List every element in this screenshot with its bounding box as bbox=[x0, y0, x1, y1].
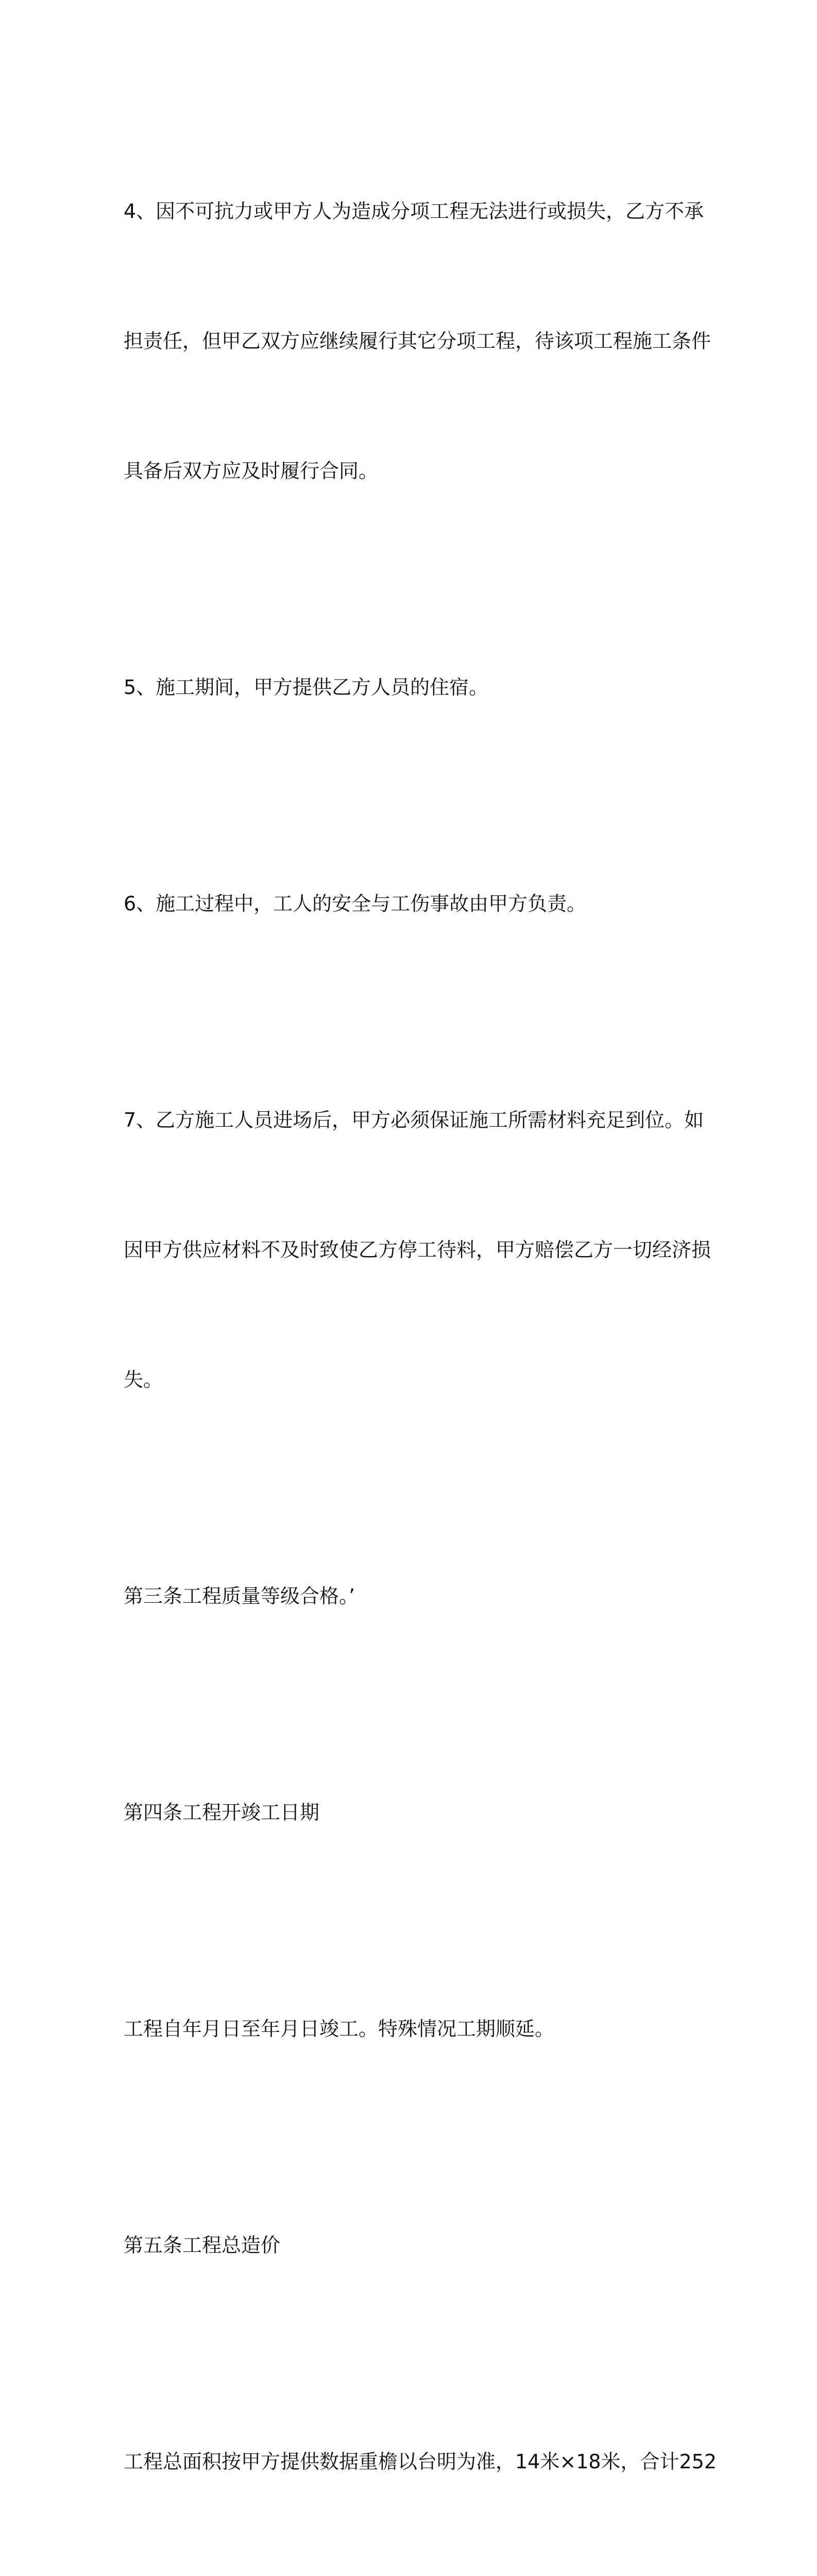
text-line: 第三条工程质量等级合格。’ bbox=[124, 1585, 355, 1607]
text-line: 工程自年月日至年月日竣工。特殊情况工期顺延。 bbox=[124, 2018, 555, 2040]
text-line: 6、施工过程中，工人的安全与工伤事故由甲方负责。 bbox=[124, 892, 587, 915]
clause-item-4 bbox=[124, 103, 711, 579]
clause-item-7 bbox=[124, 1012, 711, 1488]
document-page bbox=[124, 103, 717, 2576]
clause-item-5 bbox=[124, 579, 701, 795]
article-5-heading bbox=[124, 2137, 701, 2353]
text-line: 因甲方供应材料不及时致使乙方停工待料，甲方赔偿乙方一切经济损 bbox=[124, 1239, 711, 1261]
text-line: 失。 bbox=[124, 1368, 163, 1391]
article-3-quality bbox=[124, 1488, 701, 1704]
article-4-heading bbox=[124, 1704, 701, 1921]
article-4-body bbox=[124, 1921, 701, 2137]
text-line: 5、施工期间，甲方提供乙方人员的住宿。 bbox=[124, 676, 489, 699]
article-5-body bbox=[124, 2353, 717, 2576]
text-line: 具备后双方应及时履行合同。 bbox=[124, 460, 379, 482]
text-line: 7、乙方施工人员进场后，甲方必须保证施工所需材料充足到位。如 bbox=[124, 1109, 704, 1131]
text-line bbox=[124, 2570, 701, 2576]
text-line: 担责任，但甲乙双方应继续履行其它分项工程，待该项工程施工条件 bbox=[124, 330, 711, 352]
section-heading: 第五条工程总造价 bbox=[124, 2234, 281, 2257]
clause-item-6 bbox=[124, 795, 701, 1012]
text-line: 工程总面积按甲方提供数据重檐以台明为准，14米×18米，合计252 bbox=[124, 2450, 717, 2473]
section-heading: 第四条工程开竣工日期 bbox=[124, 1801, 320, 1824]
text-line: 4、因不可抗力或甲方人为造成分项工程无法进行或损失，乙方不承 bbox=[124, 200, 704, 223]
